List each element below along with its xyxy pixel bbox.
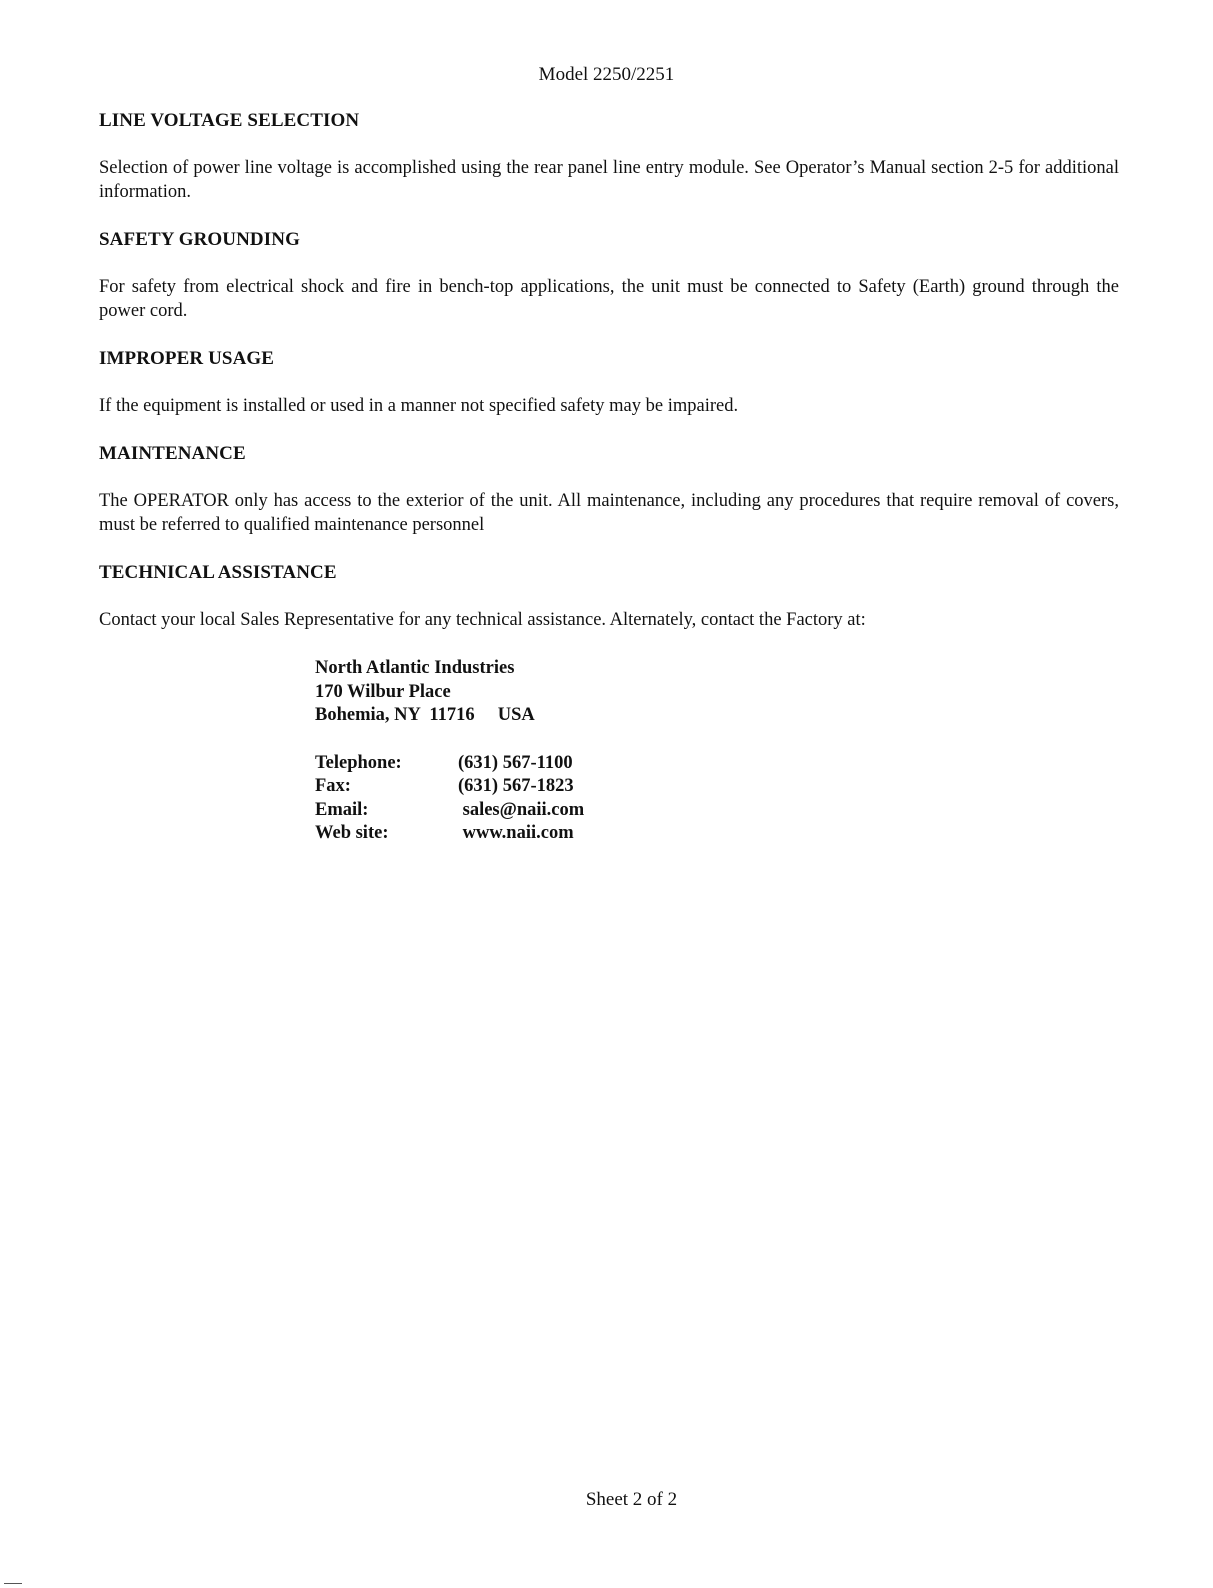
section-body: Selection of power line voltage is accomplished using the rear panel line entry module. See Operator’s Manual section 2-5 for additional information. xyxy=(99,158,1119,202)
model-header: Model 2250/2251 xyxy=(538,64,675,85)
section-body: For safety from electrical shock and fire in bench-top applications, the unit must be connected to Safety (Earth) ground through the power cord. xyxy=(99,277,1119,321)
document-content xyxy=(99,110,1119,846)
section-body: If the equipment is installed or used in a manner not specified safety may be impaired. xyxy=(99,396,739,416)
contact-row-telephone xyxy=(315,752,1119,776)
section-title: MAINTENANCE xyxy=(99,443,246,464)
section-body: The OPERATOR only has access to the exterior of the unit. All maintenance, including any procedures that require removal of covers, must be referred to qualified maintenance personnel xyxy=(99,491,1119,535)
section-title: IMPROPER USAGE xyxy=(99,348,275,369)
section-title: TECHNICAL ASSISTANCE xyxy=(99,562,337,583)
section-title: LINE VOLTAGE SELECTION xyxy=(99,110,360,131)
contact-label: Telephone: xyxy=(315,752,402,773)
factory-address xyxy=(315,657,1119,846)
contact-row-email xyxy=(315,799,1119,823)
street-address: 170 Wilbur Place xyxy=(315,681,451,702)
section-body: Contact your local Sales Representative for any technical assistance. Alternately, contact the Factory at: xyxy=(99,610,866,630)
contact-row-website xyxy=(315,822,1119,846)
company-name: North Atlantic Industries xyxy=(315,658,515,678)
city-state-zip: Bohemia, NY 11716 USA xyxy=(315,705,535,725)
fax-number: (631) 567-1823 xyxy=(458,776,574,796)
sheet-number: Sheet 2 of 2 xyxy=(585,1489,678,1510)
contact-label: Email: xyxy=(315,799,369,820)
contact-label: Web site: xyxy=(315,823,389,843)
spacer xyxy=(315,728,1119,752)
contact-row-fax xyxy=(315,775,1119,799)
section-title: SAFETY GROUNDING xyxy=(99,229,300,250)
contact-label: Fax: xyxy=(315,776,351,796)
telephone-number: (631) 567-1100 xyxy=(458,752,573,773)
website-url: www.naii.com xyxy=(458,823,574,843)
section-improper-usage xyxy=(99,348,1119,418)
section-line-voltage xyxy=(99,110,1119,204)
email-address: sales@naii.com xyxy=(458,799,585,820)
section-technical-assistance xyxy=(99,562,1119,632)
section-safety-grounding xyxy=(99,229,1119,323)
scan-mark xyxy=(4,1583,22,1584)
section-maintenance xyxy=(99,443,1119,537)
